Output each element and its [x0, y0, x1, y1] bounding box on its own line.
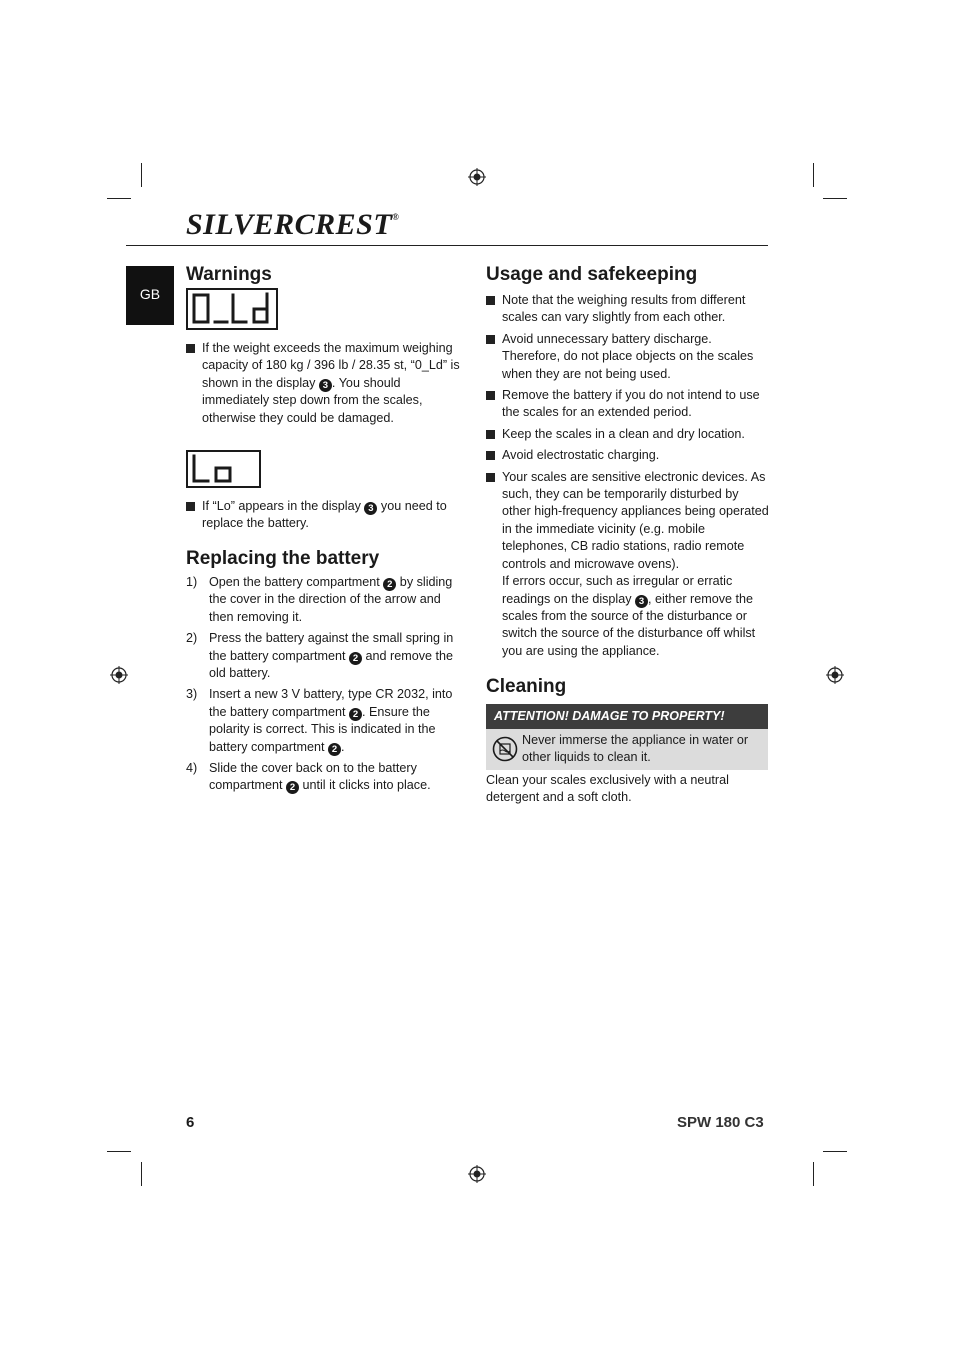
step-number: 2): [186, 631, 198, 646]
step-text: Insert a new 3 V battery, type CR 2032, into the battery compartment: [209, 687, 453, 719]
usage-heading: Usage and safekeeping: [486, 264, 698, 285]
attention-banner: [486, 704, 768, 729]
crop-mark: [823, 1151, 847, 1152]
header-rule: [126, 245, 768, 246]
attention-title: ATTENTION! DAMAGE TO PROPERTY!: [494, 709, 725, 723]
list-item: [486, 426, 770, 443]
lcd-display-low-battery: [186, 450, 261, 488]
list-item: [486, 292, 770, 327]
model-number: SPW 180 C3: [677, 1114, 764, 1131]
battery-steps: [186, 574, 468, 795]
crop-mark: [823, 198, 847, 199]
lcd-display-overload: [186, 288, 278, 330]
step-number: 4): [186, 761, 198, 776]
language-tab-label: GB: [139, 286, 161, 302]
step-item: [186, 574, 468, 626]
step-item: [186, 630, 468, 682]
cleaning-text: Clean your scales exclusively with a neutral detergent and a soft cloth.: [486, 773, 729, 805]
usage-text: Your scales are sensitive electronic devices. As such, they can be temporarily disturbed by other high-frequency appliances being operated in the immediate vicinity (e.g. mobile telephones, CB radio stations, radio remote controls and microwave ovens).: [502, 469, 769, 571]
lcd-low-battery-icon: [188, 452, 259, 486]
registration-mark-icon: [468, 1165, 486, 1183]
list-item: [486, 331, 770, 383]
registration-mark-icon: [826, 666, 844, 684]
usage-text: Note that the weighing results from different scales can vary slightly from each other.: [502, 293, 746, 325]
warning-text: you need to replace the battery.: [202, 499, 447, 531]
part-reference-badge: 2: [383, 578, 396, 591]
usage-text: Avoid electrostatic charging.: [502, 448, 660, 463]
step-number: 3): [186, 687, 198, 702]
usage-text: , either remove the scales from the source of the disturbance or switch the source of the disturbance off whilst you are using the appliance.: [502, 591, 756, 658]
registration-mark-icon: [110, 666, 128, 684]
bullet-square: [486, 296, 495, 305]
usage-text: If errors occur, such as irregular or erratic readings on the display: [502, 574, 733, 606]
page-number: 6: [186, 1114, 195, 1131]
list-item: [186, 340, 470, 427]
no-immersion-icon: [492, 736, 518, 762]
step-text: until it clicks into place.: [299, 778, 431, 793]
lcd-overload-icon: [188, 290, 276, 328]
step-text: by sliding the cover in the direction of the arrow and then removing it.: [209, 575, 453, 624]
crop-mark: [107, 198, 131, 199]
step-text: Press the battery against the small spring in the battery compartment: [209, 631, 454, 663]
warning-list: [186, 340, 470, 427]
crop-mark: [813, 1162, 814, 1186]
part-reference-badge: 3: [319, 379, 332, 392]
bullet-square: [186, 344, 195, 353]
step-item: [186, 686, 468, 756]
list-item: [486, 387, 770, 422]
step-number: 1): [186, 575, 198, 589]
usage-text: Keep the scales in a clean and dry location.: [502, 426, 745, 441]
brand-logo-part: CREST: [294, 208, 393, 241]
warning-text: If “Lo” appears in the display: [202, 499, 365, 513]
list-item: [486, 447, 770, 464]
step-text: Slide the cover back on to the battery compartment: [209, 761, 417, 793]
bullet-square: [486, 451, 495, 460]
step-text: .: [341, 739, 345, 754]
bullet-square: [486, 430, 495, 439]
registered-mark: ®: [392, 212, 400, 222]
bullet-square: [186, 502, 195, 511]
brand-logo: [186, 208, 399, 242]
step-text: and remove the old battery.: [209, 648, 454, 681]
bullet-square: [486, 473, 495, 482]
warning-text: If the weight exceeds the maximum weighing capacity of 180 kg / 396 lb / 28.35 st, “0_Ld” is shown in the display: [202, 341, 460, 390]
brand-logo-part: SILVER: [186, 208, 295, 241]
usage-text: Remove the battery if you do not intend to use the scales for an extended period.: [502, 388, 760, 420]
crop-mark: [813, 163, 814, 187]
crop-mark: [141, 163, 142, 187]
part-reference-badge: 3: [635, 595, 648, 608]
warnings-heading: Warnings: [186, 264, 272, 285]
step-text: . Ensure the polarity is correct. This is indicated in the battery compartment: [209, 704, 436, 754]
part-reference-badge: 2: [328, 743, 341, 756]
usage-list: [486, 292, 770, 660]
attention-body: [486, 729, 768, 770]
part-reference-badge: 2: [286, 781, 299, 794]
part-reference-badge: 2: [349, 652, 362, 665]
crop-mark: [141, 1162, 142, 1186]
list-item: [186, 498, 470, 533]
usage-text: Avoid unnecessary battery discharge. Therefore, do not place objects on the scales when they are not being used.: [502, 331, 754, 381]
list-item: [486, 469, 770, 660]
attention-text: Never immerse the appliance in water or other liquids to clean it.: [522, 733, 749, 765]
step-item: [186, 760, 468, 795]
bullet-square: [486, 335, 495, 344]
registration-mark-icon: [468, 168, 486, 186]
cleaning-heading: Cleaning: [486, 676, 567, 697]
bullet-square: [486, 391, 495, 400]
crop-mark: [107, 1151, 131, 1152]
part-reference-badge: 2: [349, 708, 362, 721]
step-text: Open the battery compartment: [209, 575, 384, 589]
warning-text: . You should immediately step down from the scales, otherwise they could be damaged.: [202, 375, 423, 425]
battery-heading: Replacing the battery: [186, 548, 380, 569]
low-battery-list: [186, 498, 470, 533]
part-reference-badge: 3: [364, 502, 377, 515]
language-tab: [126, 266, 174, 325]
